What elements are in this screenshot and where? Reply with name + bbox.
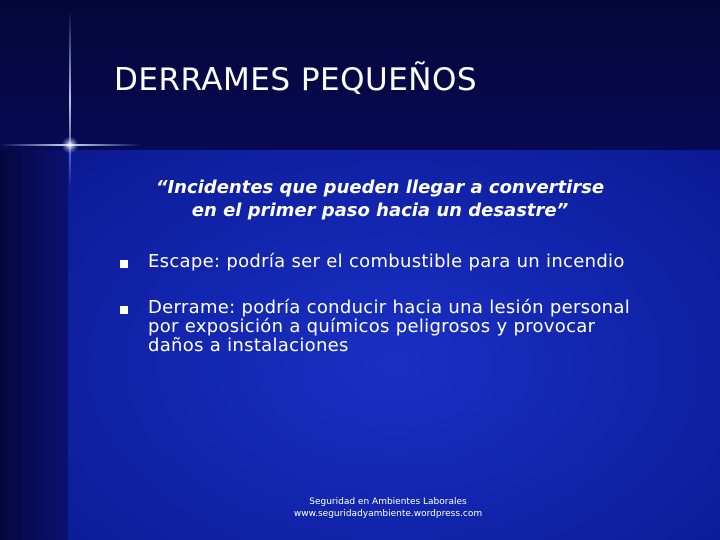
square-bullet-icon <box>120 306 128 314</box>
footer-text: Seguridad en Ambientes Laborales <box>309 497 467 507</box>
bullet-text: Escape: podría ser el combustible para un incendio <box>148 251 625 272</box>
quote-line: “Incidentes que pueden llegar a convertirse <box>155 177 605 198</box>
list-item <box>120 252 640 271</box>
square-bullet-icon <box>120 260 128 268</box>
bullet-text: Derrame: podría conducir hacia una lesión personal por exposición a químicos peligrosos y provocar daños a instalaciones <box>148 297 631 356</box>
list-item <box>120 298 640 355</box>
left-band <box>0 150 68 540</box>
bullet-list <box>120 252 640 355</box>
slide-footer <box>208 496 568 520</box>
quote-line: en el primer paso hacia un desastre” <box>191 200 569 221</box>
slide-title: DERRAMES PEQUEÑOS <box>114 62 478 98</box>
light-flare-vertical <box>69 10 71 190</box>
light-flare-icon <box>62 137 78 153</box>
footer-url: www.seguridadyambiente.wordpress.com <box>293 509 483 519</box>
slide-quote <box>120 176 640 222</box>
